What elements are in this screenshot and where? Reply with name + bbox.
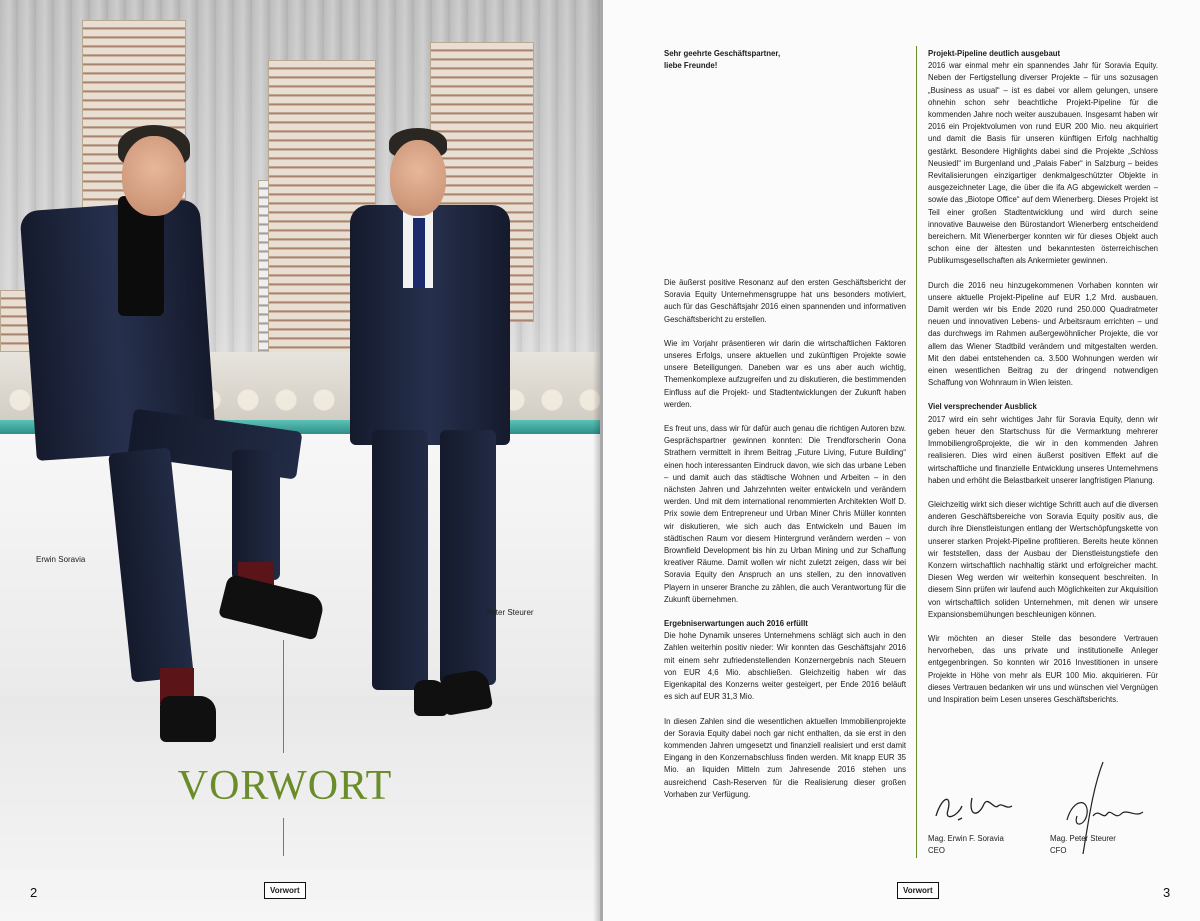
text-column-1-body: [664, 277, 906, 813]
paragraph: In diesen Zahlen sind die wesentlichen aktuellen Immobilienprojekte der Soravia Equity dabei noch gar nicht enthalten, da sie erst in den kommenden Jahren umgesetzt und finanziell realisiert und erst damit Eingang in den Konzernabschluss finden werden. Mit knapp EUR 35 Mio. an liquiden Mitteln zum Jahresende 2016 stehen uns ausreichend Cash-Reserven für die Realisierung dieser großen Vorhaben zur Verfügung.: [664, 716, 906, 799]
section-heading: Projekt-Pipeline deutlich ausgebaut: [928, 49, 1061, 58]
signature-erwin-soravia: [928, 776, 1018, 832]
photo-person-peter-steurer: [0, 0, 600, 760]
text-column-2: [928, 48, 1158, 718]
page-title: VORWORT: [177, 763, 393, 809]
greeting-line-1: Sehr geehrte Geschäftspartner,: [664, 49, 781, 58]
paragraph: 2016 war einmal mehr ein spannendes Jahr für Soravia Equity. Neben der Fertigstellung diverser Projekte – für uns sozusagen „Business as usual“ – ist es dabei vor allem gelungen, unsere ohnehin schon sehr beachtliche Projekt-Pipeline für die kommenden Jahre noch weiter auszubauen. Insgesamt haben wir 2016 ein Projektvolumen von rund EUR 200 Mio. neu akquiriert und damit die Basis für unseren künftigen Erfolg nachhaltig gestärkt. Besondere Highlights dabei sind die Projekte „Schloss Neusiedl“ im Burgenland und „Palais Faber“ in Salzburg – beides Revitalisierungen einzigartiger denkmalgeschützter Objekte in ausgezeichneter Lage, die über die ifa AG abgewickelt werden – sowie das „Biotope Office“ auf dem Wienerberg. Dieses Projekt ist Teil einer großen Stadtentwicklung und wird durch seine innovative Bauweise den Bürostandort Wienerberg entscheidend bereichern. Mit Wienerberger konnten wir für dieses Objekt auch schon eine der ältesten und bekanntesten österreichischen Publikumsgesellschaften als Ankermieter gewinnen.: [928, 61, 1158, 266]
title-rule-bottom: [283, 818, 284, 856]
paragraph: Die hohe Dynamik unseres Unternehmens schlägt sich auch in den Zahlen weiterhin positiv nieder: Wir konnten das Geschäftsjahr 2016 mit einem sehr zufriedenstellenden Konzernergebnis nach Steuern von EUR 4,6 Mio. abschließen. Gleichzeitig haben wir das Eigenkapital des Konzerns weiter gesteigert, per Ende 2016 beläuft es sich auf EUR 31,3 Mio.: [664, 631, 906, 702]
section-heading: Viel versprechender Ausblick: [928, 402, 1037, 412]
paragraph: Gleichzeitig wirkt sich dieser wichtige Schritt auch auf die diversen anderen Geschäftsbereiche von Soravia Equity positiv aus, die durch ihre Dienstleistungen entlang der Wertschöpfungskette von unserer starken Projekt-Pipeline profitieren. Bereits heute können wir feststellen, dass der Ausbau der Dienstleistungstiefe den Konzern wirtschaftlich nachhaltig stärkt und erfolgreicher macht. Diesen Weg werden wir weiterhin konsequent beschreiten. In diesem Sinn prüfen wir laufend auch Möglichkeiten zur Akquisition von wirtschaftlich soliden Unternehmen, mit denen wir unsere Expansionsbemühungen beschleunigen können.: [928, 499, 1158, 619]
page-number-right: 3: [1163, 885, 1171, 900]
right-page: [603, 0, 1200, 921]
paragraph: Die äußerst positive Resonanz auf den ersten Geschäftsbericht der Soravia Equity Unternehmensgruppe hat uns besonders motiviert, auch für das Geschäftsjahr 2016 einen spannenden und informativen Geschäftsbericht zu erstellen.: [664, 278, 906, 324]
section-tag-right: Vorwort: [897, 882, 939, 899]
paragraph: Es freut uns, dass wir für dafür auch genau die richtigen Autoren bzw. Gesprächspartner gewinnen konnten: Die Trendforscherin Oona Strathern vermittelt in ihrem Beitrag „Future Living, Future Building“ einen hoch interessanten Eindruck davon, wie sich das urbane Leben – und damit auch das städtische Wohnen und Arbeiten – in den nächsten Jahren und Jahrzehnten weiter entwickeln und verändern werden. Und mit dem international renommierten Architekten Wolf D. Prix sowie dem Entrepreneur und Urban Miner Chris Müller konnten wir diskutieren, wie sich auch das Entwickeln und Bauen im städtischen Raum vor diesem Hintergrund verändern werden – von Brownfield Development bis hin zu Urban Mining und zur Schaffung kreativer Räume. Damit wollen wir nicht zuletzt zeigen, dass wir bei Soravia Equity den Anspruch an uns stellen, zu den innovativen Playern in unserer Branche zu zählen, die auch Verantwortung für die Zukunft übernehmen.: [664, 424, 906, 604]
greeting-line-2: liebe Freunde!: [664, 61, 718, 71]
paragraph: Wir möchten an dieser Stelle das besondere Vertrauen hervorheben, das uns private und institutionelle Anleger entgegenbringen. So konnten wir 2016 Investitionen in unsere Projekte in Höhe von mehr als EUR 100 Mio. akquirieren. Für dieses Vertrauen bedanken wir uns und wünschen viel Vergnügen und Inspiration beim Lesen unseres Geschäftsberichts.: [928, 633, 1158, 704]
text-column-1: [664, 48, 906, 72]
signer-role: CEO: [928, 846, 945, 855]
paragraph: 2017 wird ein sehr wichtiges Jahr für Soravia Equity, denn wir geben heuer den Startschuss für die Vermarktung mehrerer Immobiliengroßprojekte, die wir in den kommenden Jahren realisieren. Dies wird einen äußerst positiven Effekt auf die wirtschaftliche und finanzielle Entwicklung unseres Unternehmens haben und erhöht die Belastbarkeit unserer langfristigen Planung.: [928, 414, 1158, 485]
signer-2: [1050, 833, 1116, 857]
page-number-left: 2: [30, 885, 38, 900]
signer-1: [928, 833, 1004, 857]
photo-caption-right: Peter Steurer: [486, 608, 534, 617]
column-divider: [916, 46, 917, 858]
title-rule-top: [283, 640, 284, 753]
photo-caption-left: Erwin Soravia: [36, 555, 86, 564]
signer-role: CFO: [1050, 846, 1067, 855]
section-tag-left: Vorwort: [264, 882, 306, 899]
paragraph: Durch die 2016 neu hinzugekommenen Vorhaben konnten wir unsere aktuelle Projekt-Pipeline auf EUR 1,2 Mrd. ausbauen. Damit werden wir bis Ende 2020 rund 250.000 Quadratmeter neuen und innovativen Lebens- und Arbeitsraum errichten – und das durchwegs im Rahmen außergewöhnlicher Projekte, die vor allem das Wiener Stadtbild verändern und mitgestalten werden. Mit den dabei entstehenden ca. 3.500 Wohnungen werden wir einen wesentlichen Beitrag zu der dringend notwendigen Schaffung von Wohnraum in Wien leisten.: [928, 280, 1158, 388]
signer-name: Mag. Erwin F. Soravia: [928, 834, 1004, 843]
section-heading: Ergebniserwartungen auch 2016 erfüllt: [664, 619, 808, 629]
signer-name: Mag. Peter Steurer: [1050, 834, 1116, 843]
paragraph: Wie im Vorjahr präsentieren wir darin die wirtschaftlichen Faktoren unseres Erfolgs, unsere aktuellen und zukünftigen Projekte sowie unsere Beteiligungen. Daneben war es uns aber auch wichtig, Themenkomplexe aufzugreifen und zu diskutieren, die bestimmenden Einfluss auf die Projekt- und Stadtentwicklungen der Zukunft haben werden.: [664, 338, 906, 409]
